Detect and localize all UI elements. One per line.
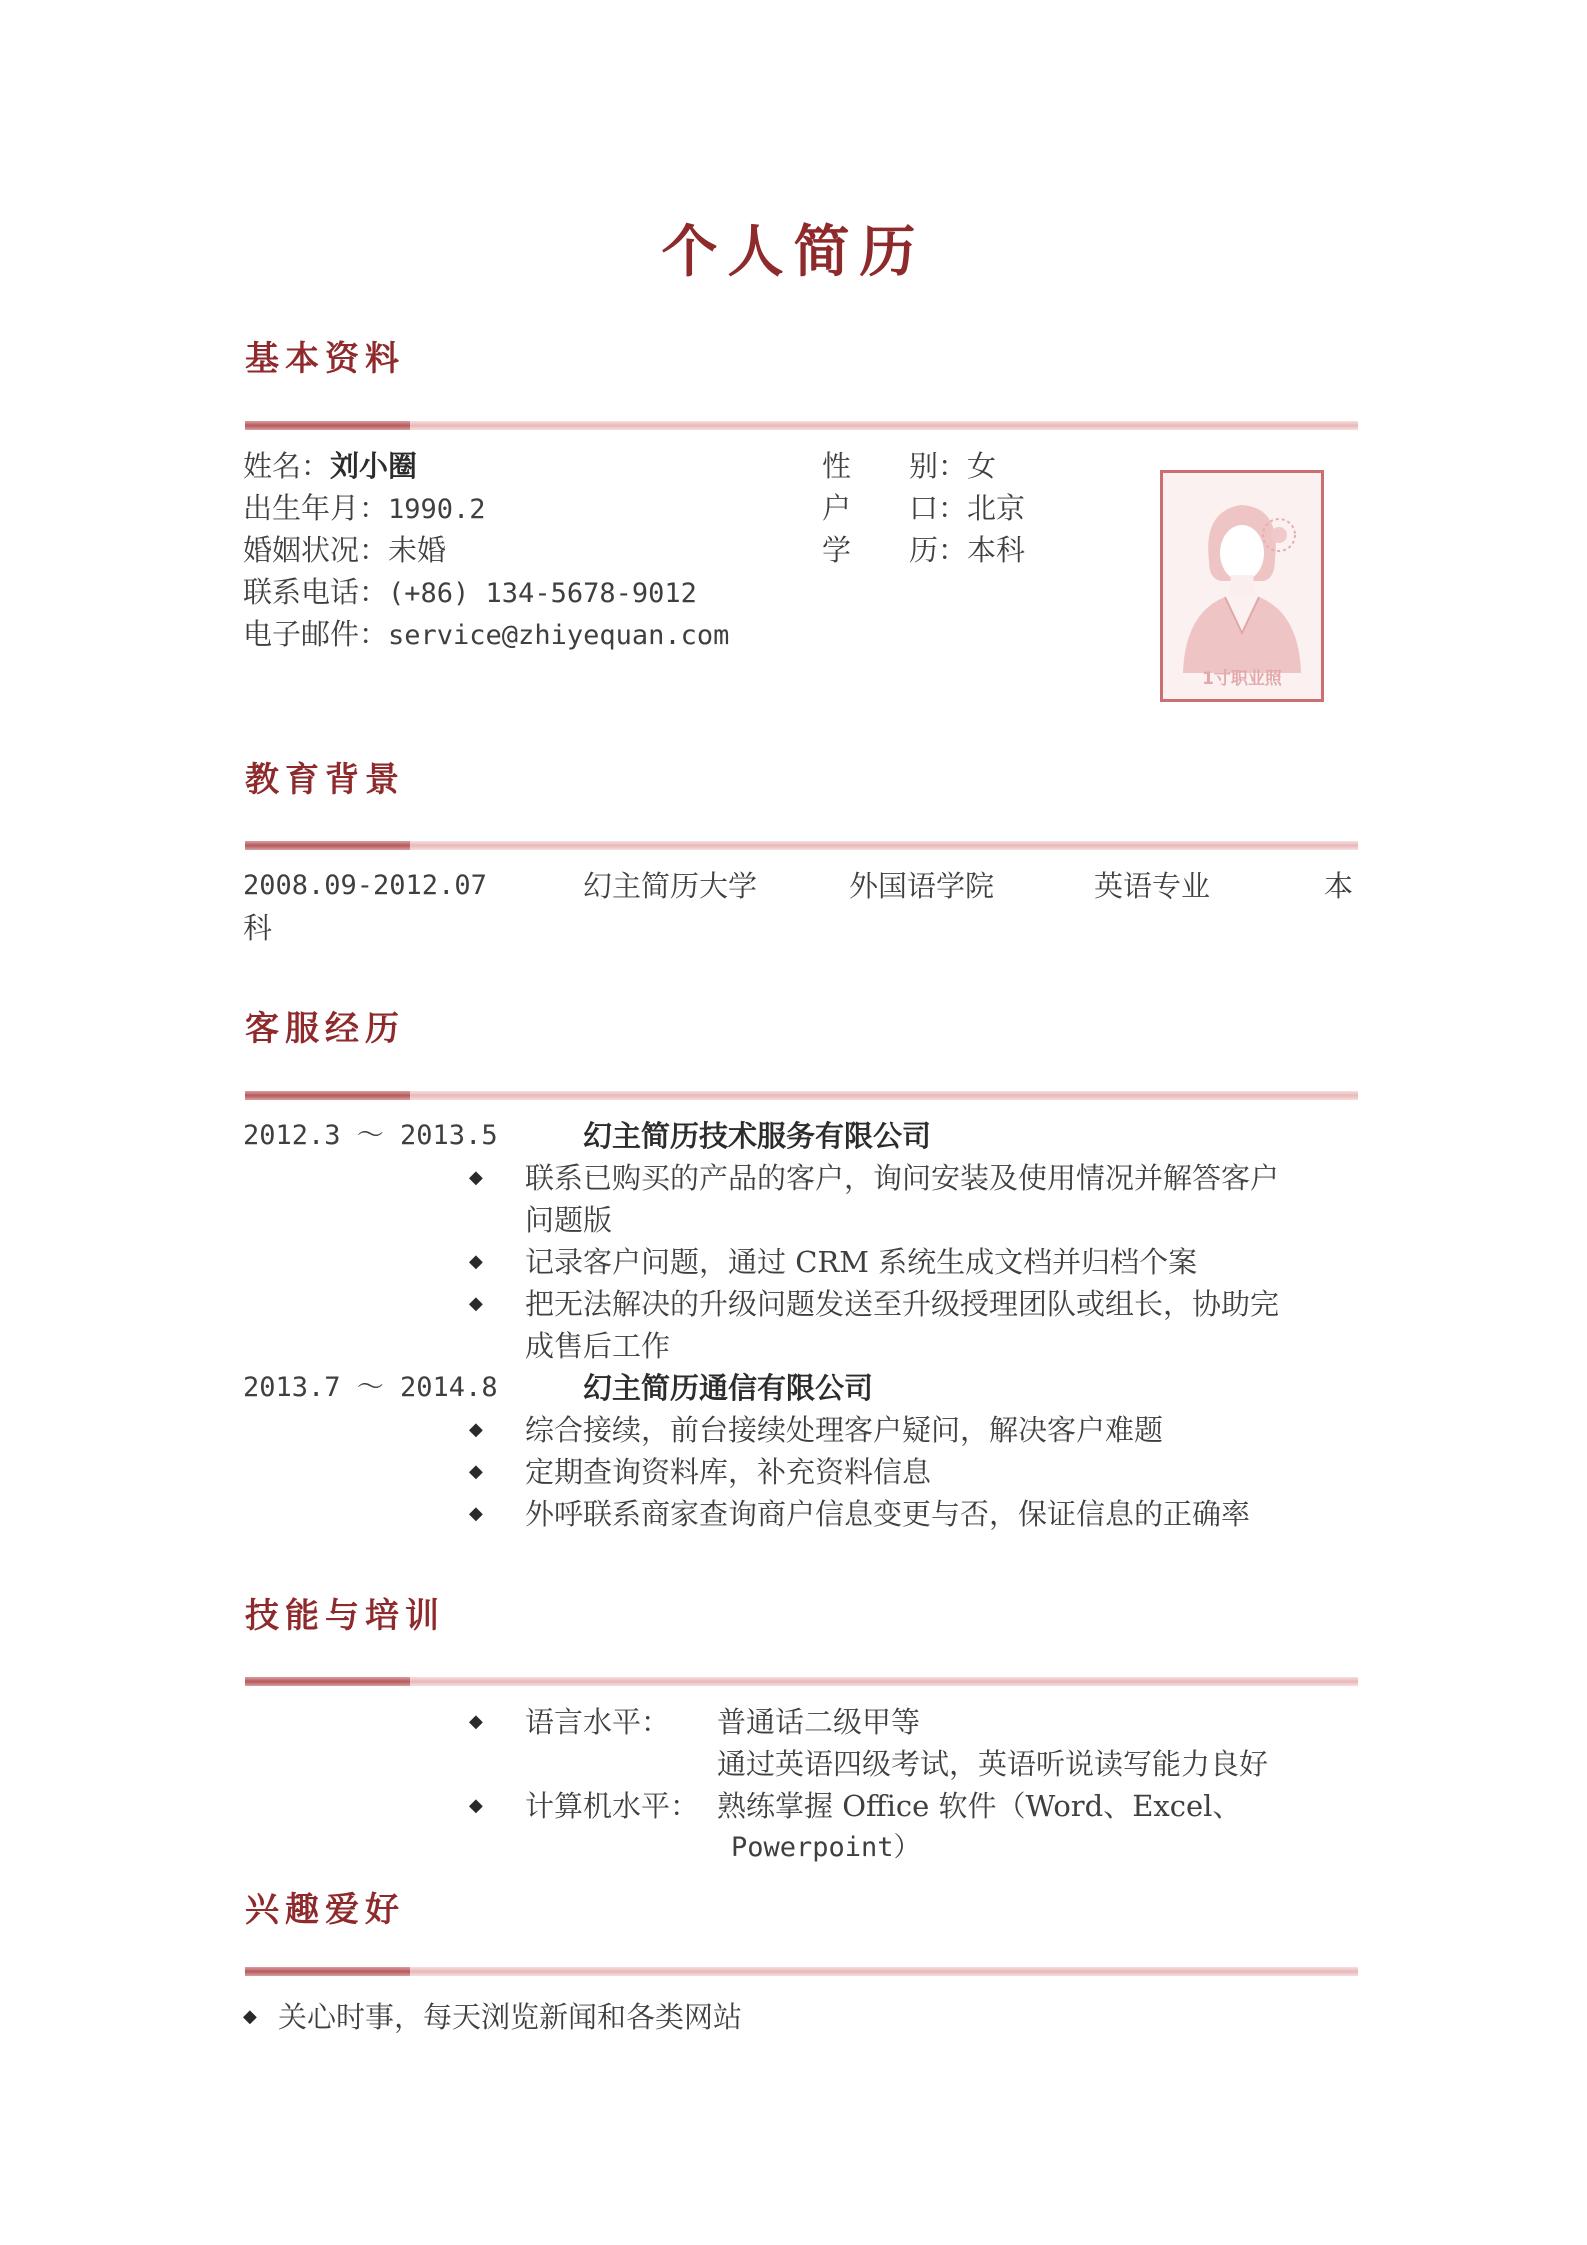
skill-value-wrap: Powerpoint） <box>731 1832 921 1863</box>
bullet-icon: ◆ <box>469 1251 483 1272</box>
job-duty: 把无法解决的升级问题发送至升级授理团队或组长，协助完 <box>525 1287 1280 1321</box>
photo-caption: 1寸职业照 <box>1202 669 1282 689</box>
birth-label: 出生年月： <box>243 491 389 525</box>
profile-photo-placeholder <box>1160 470 1324 702</box>
skill-label: 计算机水平： <box>525 1789 700 1823</box>
marital-label: 婚姻状况： <box>243 533 389 567</box>
job-period: 2013.7 ～ 2014.8 <box>243 1372 498 1403</box>
gender-row <box>822 445 996 487</box>
job-duty-wrap: 问题版 <box>525 1203 613 1237</box>
bullet-icon: ◆ <box>243 2006 257 2027</box>
hobby-item: 关心时事，每天浏览新闻和各类网站 <box>278 2000 743 2034</box>
job-period: 2012.3 ～ 2013.5 <box>243 1120 498 1151</box>
skill-value: 通过英语四级考试，英语听说读写能力良好 <box>717 1747 1269 1781</box>
section-title-basic: 基本资料 <box>245 339 405 379</box>
phone-value: (+86) 134-5678-9012 <box>388 578 697 609</box>
job-company: 幻主简历技术服务有限公司 <box>583 1119 932 1153</box>
marital-value: 未婚 <box>388 533 447 567</box>
education-school: 幻主简历大学 <box>583 869 758 903</box>
bullet-icon: ◆ <box>469 1711 483 1732</box>
job-company: 幻主简历通信有限公司 <box>583 1371 874 1405</box>
marital-row <box>243 529 446 571</box>
section-divider <box>245 841 1358 850</box>
hukou-label: 户 口： <box>822 491 968 525</box>
education-degree-wrap: 科 <box>243 911 273 945</box>
bullet-icon: ◆ <box>469 1419 483 1440</box>
hukou-value: 北京 <box>967 491 1026 525</box>
job-duty: 记录客户问题，通过 CRM 系统生成文档并归档个案 <box>525 1245 1198 1279</box>
birth-row <box>243 487 486 531</box>
person-silhouette-icon <box>1163 483 1321 679</box>
phone-label: 联系电话： <box>243 575 389 609</box>
name-row <box>243 445 417 487</box>
bullet-icon: ◆ <box>469 1293 483 1314</box>
skill-value: 熟练掌握 Office 软件（Word、Excel、 <box>717 1789 1242 1823</box>
bullet-icon: ◆ <box>469 1795 483 1816</box>
bullet-icon: ◆ <box>469 1167 483 1188</box>
name-label: 姓名： <box>243 449 331 483</box>
section-divider <box>245 1091 1358 1100</box>
section-divider <box>245 1967 1358 1976</box>
section-divider <box>245 1677 1358 1686</box>
skill-label: 语言水平： <box>525 1705 671 1739</box>
bullet-icon: ◆ <box>469 1503 483 1524</box>
phone-row <box>243 571 697 615</box>
section-title-skills: 技能与培训 <box>245 1596 445 1636</box>
gender-label: 性 别： <box>822 449 968 483</box>
education-degree: 本 <box>1324 869 1354 903</box>
email-label: 电子邮件： <box>243 617 389 651</box>
section-title-hobbies: 兴趣爱好 <box>245 1890 405 1930</box>
email-row <box>243 613 729 657</box>
birth-value: 1990.2 <box>388 494 486 525</box>
section-title-experience: 客服经历 <box>245 1009 405 1049</box>
gender-value: 女 <box>967 449 997 483</box>
degree-label: 学 历： <box>822 533 968 567</box>
name-value: 刘小圈 <box>330 449 418 483</box>
education-period: 2008.09-2012.07 <box>243 870 487 901</box>
skill-value: 普通话二级甲等 <box>717 1705 921 1739</box>
section-divider <box>245 421 1358 430</box>
degree-row <box>822 529 1025 571</box>
bullet-icon: ◆ <box>469 1461 483 1482</box>
degree-value: 本科 <box>967 533 1026 567</box>
resume-title: 个人简历 <box>661 219 926 285</box>
education-major: 英语专业 <box>1094 869 1211 903</box>
job-duty-wrap: 成售后工作 <box>525 1329 671 1363</box>
job-duty: 外呼联系商家查询商户信息变更与否，保证信息的正确率 <box>525 1497 1251 1531</box>
job-duty: 综合接续，前台接续处理客户疑问，解决客户难题 <box>525 1413 1164 1447</box>
job-duty: 定期查询资料库，补充资料信息 <box>525 1455 932 1489</box>
section-title-education: 教育背景 <box>245 760 405 800</box>
email-value: service@zhiyequan.com <box>388 620 730 651</box>
hukou-row <box>822 487 1025 529</box>
education-college: 外国语学院 <box>849 869 995 903</box>
job-duty: 联系已购买的产品的客户，询问安装及使用情况并解答客户 <box>525 1161 1280 1195</box>
